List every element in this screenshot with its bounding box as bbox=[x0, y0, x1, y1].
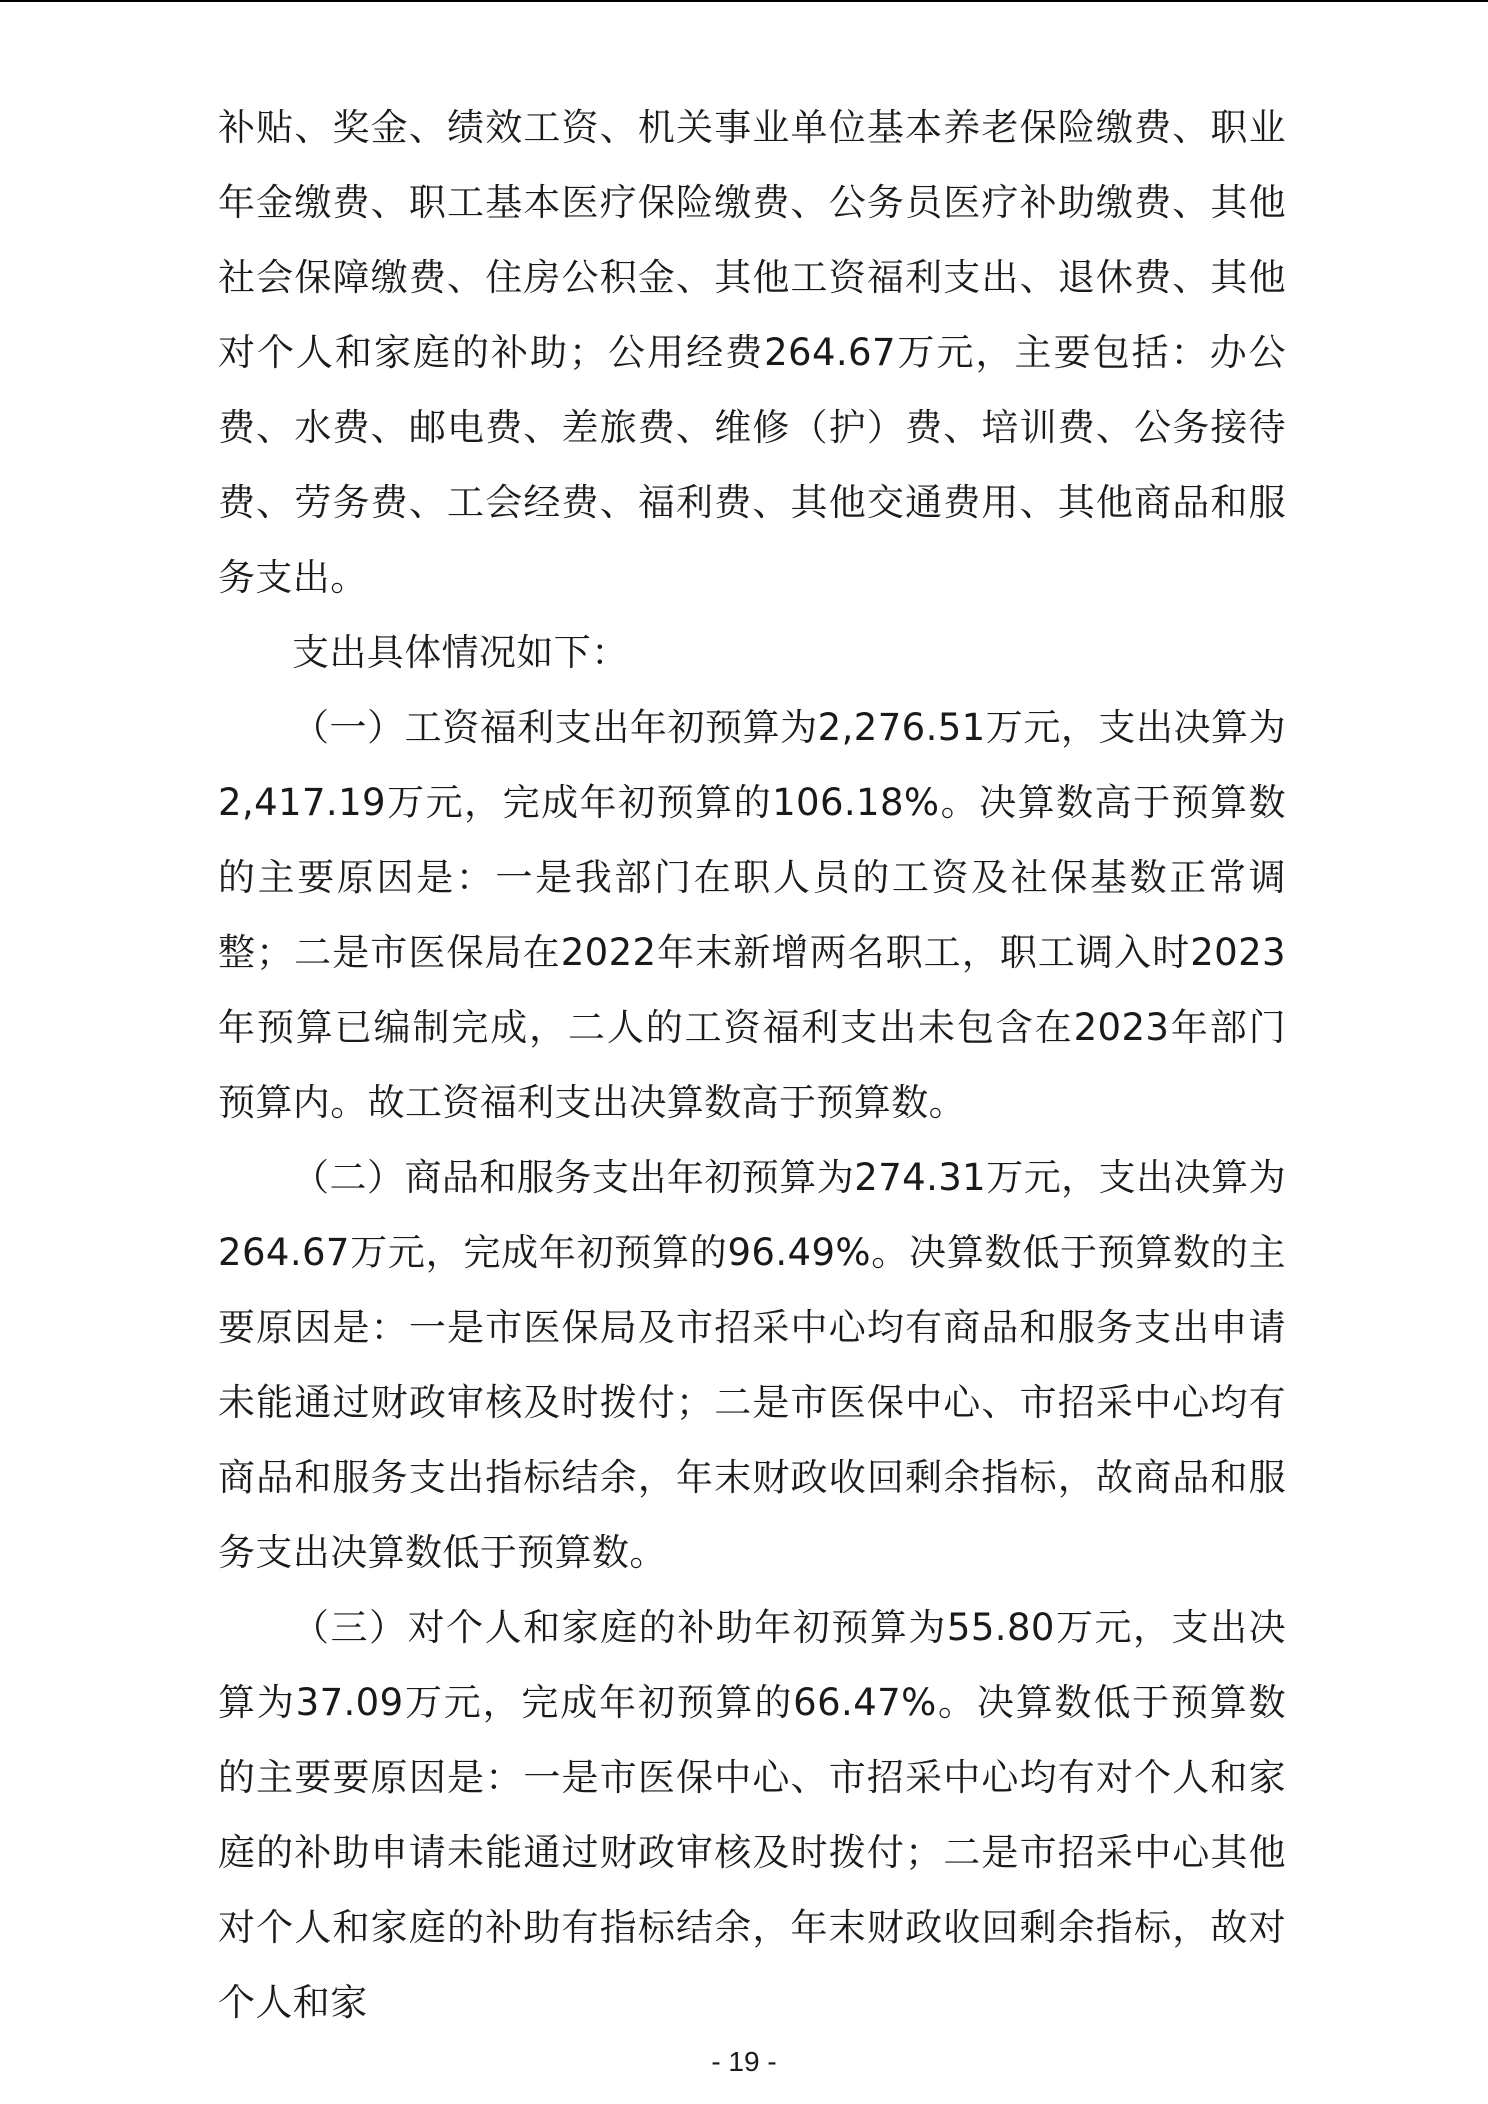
document-body bbox=[218, 90, 1286, 2040]
paragraph-personal-family-subsidy: （三）对个人和家庭的补助年初预算为55.80万元，支出决算为37.09万元，完成年初预算的66.47%。决算数低于预算数的主要要原因是：一是市医保中心、市招采中心均有对个人和家庭的补助申请未能通过财政审核及时拨付；二是市招采中心其他对个人和家庭的补助有指标结余，年末财政收回剩余指标，故对个人和家 bbox=[218, 1606, 1286, 2024]
paragraph-expense-intro: 支出具体情况如下： bbox=[292, 631, 629, 674]
paragraph-goods-services: （二）商品和服务支出年初预算为274.31万元，支出决算为264.67万元，完成年初预算的96.49%。决算数低于预算数的主要原因是：一是市医保局及市招采中心均有商品和服务支出申请未能通过财政审核及时拨付；二是市医保中心、市招采中心均有商品和服务支出指标结余，年末财政收回剩余指标，故商品和服务支出决算数低于预算数。 bbox=[218, 1156, 1286, 1574]
page-top-border bbox=[0, 0, 1488, 2]
paragraph-expense-items: 补贴、奖金、绩效工资、机关事业单位基本养老保险缴费、职业年金缴费、职工基本医疗保险缴费、公务员医疗补助缴费、其他社会保障缴费、住房公积金、其他工资福利支出、退休费、其他对个人和家庭的补助；公用经费264.67万元，主要包括：办公费、水费、邮电费、差旅费、维修（护）费、培训费、公务接待费、劳务费、工会经费、福利费、其他交通费用、其他商品和服务支出。 bbox=[218, 106, 1286, 599]
page-number: - 19 - bbox=[711, 2046, 777, 2077]
paragraph-wage-welfare: （一）工资福利支出年初预算为2,276.51万元，支出决算为2,417.19万元，完成年初预算的106.18%。决算数高于预算数的主要原因是：一是我部门在职人员的工资及社保基数正常调整；二是市医保局在2022年末新增两名职工，职工调入时2023年预算已编制完成，二人的工资福利支出未包含在2023年部门预算内。故工资福利支出决算数高于预算数。 bbox=[218, 706, 1286, 1124]
